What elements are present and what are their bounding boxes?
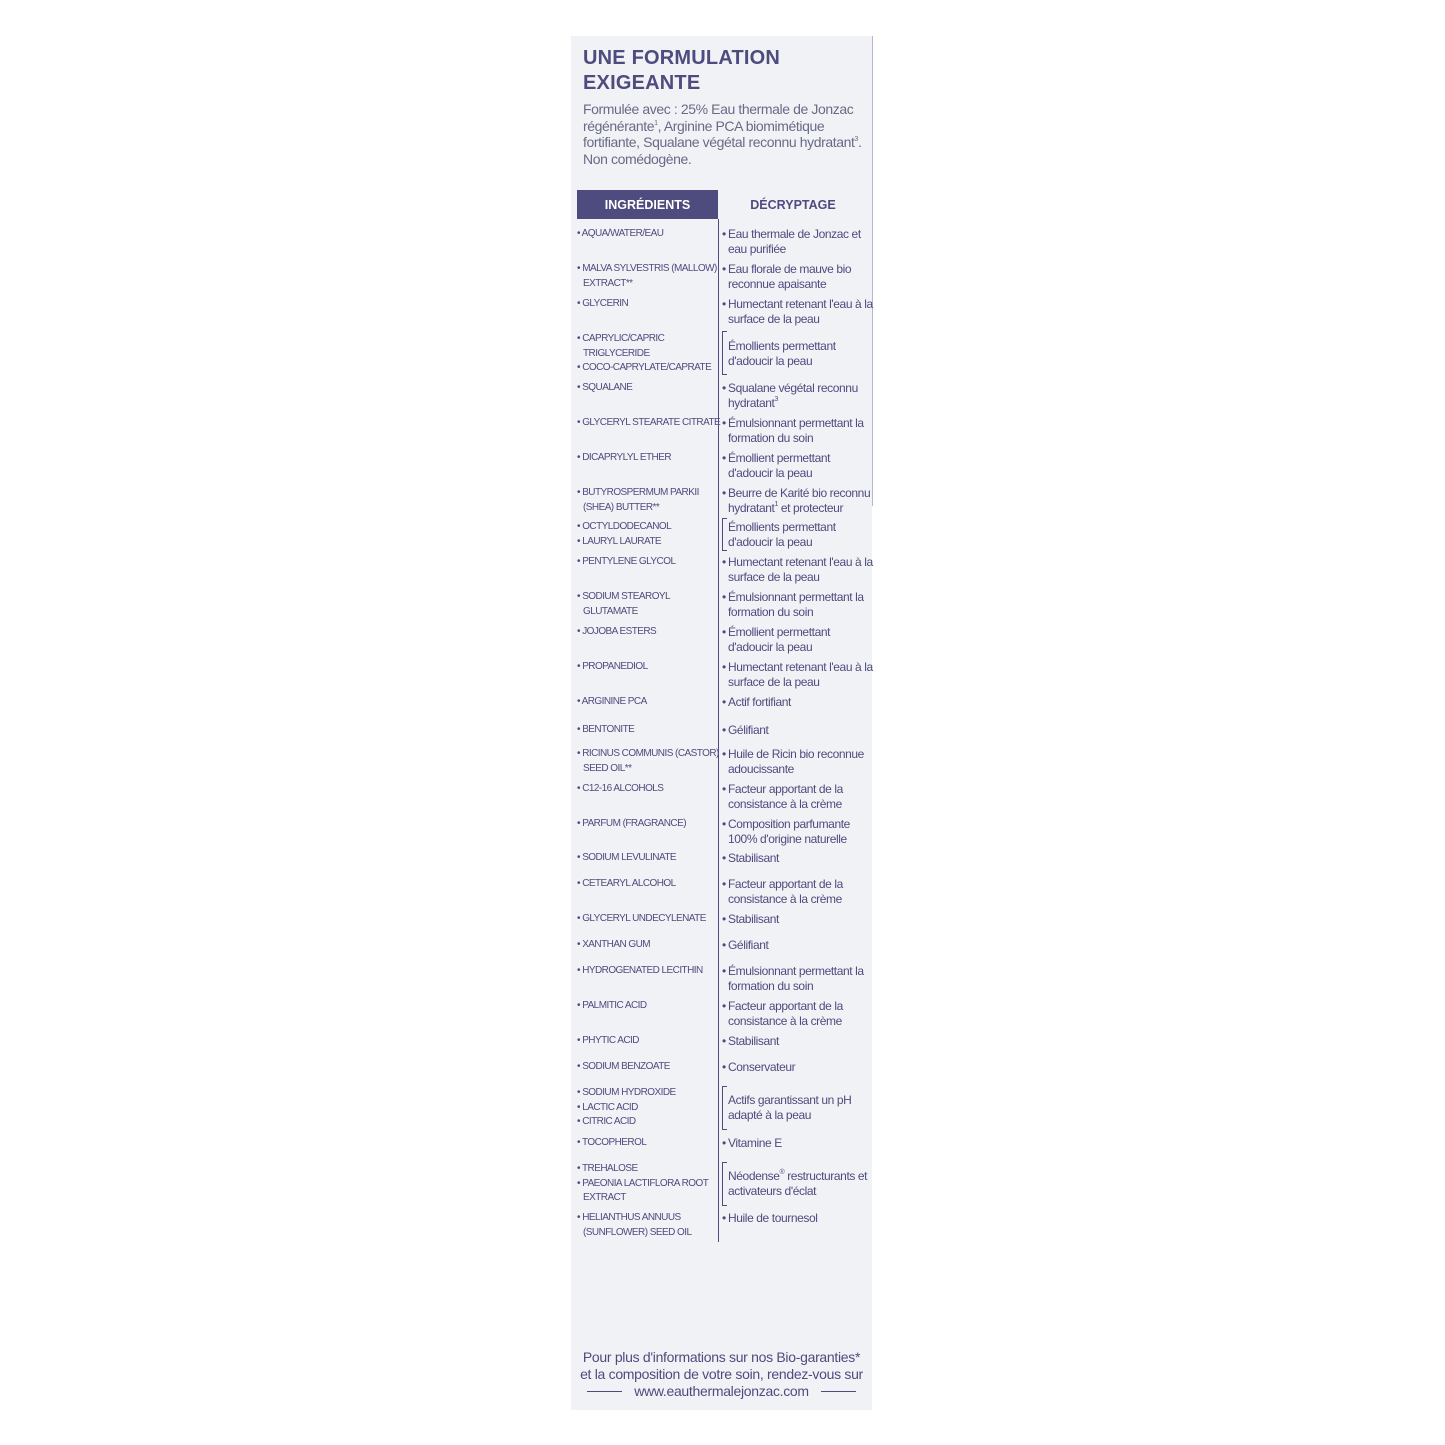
footer-rule-left: [587, 1391, 622, 1392]
decryptage-text: Composition parfumante 100% d'origine naturelle: [728, 817, 850, 846]
decryptage-cell: [728, 877, 874, 906]
ingredient-name: • PROPANEDIOL: [577, 660, 722, 675]
decryptage-text: Humectant retenant l'eau à la surface de la peau: [728, 660, 873, 689]
ingredient-cell: [577, 1211, 722, 1240]
ingredient-name: • SQUALANE: [577, 381, 722, 396]
decryptage-cell: [728, 912, 874, 927]
decryptage-text: Stabilisant: [728, 912, 779, 926]
ingredient-name: • DICAPRYLYL ETHER: [577, 451, 722, 466]
group-bracket: [722, 518, 727, 551]
decryptage-cell: [728, 297, 874, 326]
decryptage-cell: [728, 451, 874, 480]
ingredient-name: • ARGININE PCA: [577, 695, 722, 710]
ingredient-cell: [577, 695, 722, 710]
footer-url[interactable]: www.eauthermalejonzac.com: [634, 1383, 809, 1399]
intro-text: [583, 101, 867, 167]
decryptage-cell: [728, 555, 874, 584]
ingredient-cell: [577, 297, 722, 312]
ingredient-cell: [577, 1162, 722, 1206]
decryptage-header: DÉCRYPTAGE: [750, 197, 836, 212]
decryptage-sup: 3: [774, 395, 778, 403]
decryptage-text: Gélifiant: [728, 938, 769, 952]
ingredient-cell: [577, 590, 722, 619]
decryptage-text: Conservateur: [728, 1060, 796, 1074]
decryptage-sup: 1: [774, 500, 778, 508]
ingredient-cell: [577, 817, 722, 832]
ingredient-name: • OCTYLDODECANOL: [577, 520, 722, 535]
ingredient-name: • GLYCERYL STEARATE CITRATE: [577, 416, 722, 431]
decryptage-cell: [728, 590, 874, 619]
ingredient-cell: [577, 520, 722, 549]
ingredient-cell: [577, 262, 722, 291]
ingredient-name: • GLYCERIN: [577, 297, 722, 312]
ingredient-name: • PARFUM (FRAGRANCE): [577, 817, 722, 832]
decryptage-text: Stabilisant: [728, 1034, 779, 1048]
decryptage-text: Émulsionnant permettant la formation du soin: [728, 416, 864, 445]
ingredient-name: • AQUA/WATER/EAU: [577, 227, 722, 242]
ingredient-name: • MALVA SYLVESTRIS (MALLOW) EXTRACT**: [577, 262, 722, 291]
ingredient-name: • SODIUM HYDROXIDE: [577, 1086, 722, 1101]
ingredient-name: • PAEONIA LACTIFLORA ROOT EXTRACT: [577, 1177, 722, 1206]
decryptage-text: Émollient permettant d'adoucir la peau: [728, 625, 831, 654]
decryptage-sup: ®: [779, 1169, 785, 1176]
intro-text-a: Formulée avec : 25% Eau thermale de Jonzac régénérante: [583, 101, 854, 134]
ingredient-cell: [577, 782, 722, 797]
ingredient-name: • PHYTIC ACID: [577, 1034, 722, 1049]
ingredient-cell: [577, 1034, 722, 1049]
ingredient-cell: [577, 227, 722, 242]
ingredient-name: • COCO-CAPRYLATE/CAPRATE: [577, 361, 722, 376]
group-bracket: [722, 1162, 727, 1206]
decryptage-text: Facteur apportant de la consistance à la crème: [728, 999, 843, 1028]
page-title: UNE FORMULATION EXIGEANTE: [583, 47, 781, 94]
ingredient-name: • CETEARYL ALCOHOL: [577, 877, 722, 892]
ingredient-cell: [577, 381, 722, 396]
decryptage-text: Stabilisant: [728, 851, 779, 865]
footer-url-row: [575, 1383, 868, 1400]
decryptage-text: restructurants et activateurs d'éclat: [728, 1169, 868, 1198]
decryptage-cell: [728, 1060, 874, 1075]
decryptage-cell: [728, 1211, 874, 1226]
ingredient-cell: [577, 332, 722, 376]
ingredient-name: • LACTIC ACID: [577, 1101, 722, 1116]
ingredient-name: • LAURYL LAURATE: [577, 535, 722, 550]
decryptage-cell: [728, 817, 874, 846]
decryptage-cell: [728, 782, 874, 811]
ingredient-cell: [577, 660, 722, 675]
ingredient-cell: [577, 416, 722, 431]
ingredient-name: • BUTYROSPERMUM PARKII (SHEA) BUTTER**: [577, 486, 722, 515]
ingredient-cell: [577, 851, 722, 866]
intro-text-b: , Arginine PCA biomimétique fortifiante, Squalane végétal reconnu hydratant: [583, 117, 855, 150]
ingredient-name: • HYDROGENATED LECITHIN: [577, 964, 722, 979]
ingredient-name: • GLYCERYL UNDECYLENATE: [577, 912, 722, 927]
decryptage-cell: [728, 851, 874, 866]
decryptage-cell: [728, 520, 874, 549]
decryptage-text: Humectant retenant l'eau à la surface de la peau: [728, 555, 873, 584]
ingredient-name: • SODIUM BENZOATE: [577, 1060, 722, 1075]
ingredient-name: • SODIUM LEVULINATE: [577, 851, 722, 866]
decryptage-text: Émollients permettant d'adoucir la peau: [728, 339, 836, 368]
intro-line-1: [583, 101, 867, 151]
ingredient-name: • TREHALOSE: [577, 1162, 722, 1177]
footer-rule-right: [821, 1391, 856, 1392]
decryptage-text: Humectant retenant l'eau à la surface de la peau: [728, 297, 873, 326]
decryptage-cell: [728, 964, 874, 993]
decryptage-cell: [728, 660, 874, 689]
decryptage-cell: [728, 625, 874, 654]
decryptage-text: Actifs garantissant un pH adapté à la peau: [728, 1093, 852, 1122]
decryptage-cell: [728, 747, 874, 776]
footer-line-1: Pour plus d'informations sur nos Bio-garanties*: [582, 1349, 861, 1365]
ingredient-name: • XANTHAN GUM: [577, 938, 722, 953]
ingredient-name: • HELIANTHUS ANNUUS (SUNFLOWER) SEED OIL: [577, 1211, 722, 1240]
decryptage-text: Facteur apportant de la consistance à la crème: [728, 782, 843, 811]
ingredient-cell: [577, 1060, 722, 1075]
decryptage-text: Huile de Ricin bio reconnue adoucissante: [728, 747, 864, 776]
ingredient-name: • CITRIC ACID: [577, 1115, 722, 1130]
ingredient-cell: [577, 999, 722, 1014]
ingredient-cell: [577, 912, 722, 927]
ingredient-name: • SODIUM STEAROYL GLUTAMATE: [577, 590, 722, 619]
decryptage-text: Vitamine E: [728, 1136, 782, 1150]
ingredient-name: • C12-16 ALCOHOLS: [577, 782, 722, 797]
ingredients-header: INGRÉDIENTS: [577, 190, 718, 219]
footer-line-2: et la composition de votre soin, rendez-vous sur: [580, 1366, 863, 1382]
decryptage-text: Émulsionnant permettant la formation du soin: [728, 590, 864, 619]
decryptage-text: Actif fortifiant: [728, 695, 791, 709]
decryptage-cell: [728, 999, 874, 1028]
ingredient-cell: [577, 964, 722, 979]
group-bracket: [722, 331, 727, 375]
ingredient-name: • PALMITIC ACID: [577, 999, 722, 1014]
ingredient-name: • BENTONITE: [577, 723, 722, 738]
group-bracket: [722, 1086, 727, 1130]
intro-text-c: .: [858, 134, 862, 150]
ingredient-name: • PENTYLENE GLYCOL: [577, 555, 722, 570]
decryptage-text: Huile de tournesol: [728, 1211, 818, 1225]
decryptage-text: Eau thermale de Jonzac et eau purifiée: [728, 227, 861, 256]
decryptage-cell: [728, 1093, 874, 1122]
decryptage-text: Squalane végétal reconnu hydratant: [728, 381, 858, 410]
decryptage-text: Émulsionnant permettant la formation du soin: [728, 964, 864, 993]
decryptage-cell: [728, 1034, 874, 1049]
footer: [575, 1349, 868, 1400]
intro-sup-3: 3: [854, 136, 859, 143]
decryptage-cell: [728, 381, 874, 410]
decryptage-text: Néodense: [728, 1169, 780, 1183]
ingredient-cell: [577, 938, 722, 953]
ingredient-name: • RICINUS COMMUNIS (CASTOR) SEED OIL**: [577, 747, 722, 776]
decryptage-text: Émollient permettant d'adoucir la peau: [728, 451, 831, 480]
decryptage-cell: [728, 486, 874, 515]
decryptage-cell: [728, 262, 874, 291]
ingredient-cell: [577, 1136, 722, 1151]
ingredient-cell: [577, 625, 722, 640]
decryptage-text: Eau florale de mauve bio reconnue apaisante: [728, 262, 852, 291]
decryptage-text: Beurre de Karité bio reconnu hydratant: [728, 486, 871, 515]
ingredient-cell: [577, 723, 722, 738]
decryptage-text: Gélifiant: [728, 723, 769, 737]
decryptage-cell: [728, 695, 874, 710]
decryptage-cell: [728, 938, 874, 953]
ingredient-name: • CAPRYLIC/CAPRIC TRIGLYCERIDE: [577, 332, 722, 361]
ingredient-cell: [577, 486, 722, 515]
ingredient-cell: [577, 451, 722, 466]
intro-line-2: Non comédogène.: [583, 150, 692, 167]
decryptage-cell: [728, 339, 874, 368]
decryptage-cell: [728, 1169, 874, 1198]
decryptage-cell: [728, 227, 874, 256]
decryptage-cell: [728, 1136, 874, 1151]
ingredient-cell: [577, 555, 722, 570]
ingredient-cell: [577, 747, 722, 776]
decryptage-cell: [728, 416, 874, 445]
decryptage-text: Facteur apportant de la consistance à la crème: [728, 877, 843, 906]
intro-sup-1: 1: [654, 119, 658, 127]
decryptage-text: et protecteur: [777, 500, 844, 515]
ingredient-name: • JOJOBA ESTERS: [577, 625, 722, 640]
ingredient-cell: [577, 877, 722, 892]
decryptage-text: Émollients permettant d'adoucir la peau: [728, 520, 836, 549]
ingredient-name: • TOCOPHEROL: [577, 1136, 722, 1151]
decryptage-cell: [728, 723, 874, 738]
ingredient-cell: [577, 1086, 722, 1130]
